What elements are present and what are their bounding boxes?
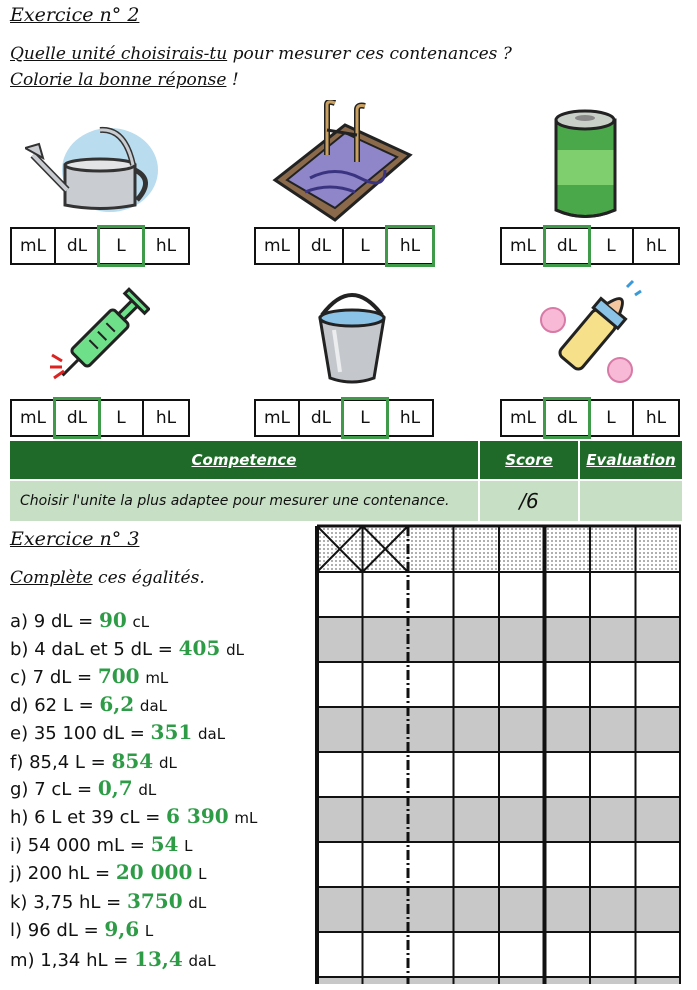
equality-label: l) [10, 920, 23, 941]
grid-header-cell [636, 526, 682, 572]
unit-hl[interactable]: hL [399, 408, 421, 428]
competence-text: Choisir l'unite la plus adaptee pour mesurer une contenance. [10, 481, 480, 521]
equality-left: 7 cL = [34, 779, 93, 800]
equality-label: e) [10, 723, 29, 744]
unit-dl[interactable]: dL [56, 229, 100, 263]
unit-l-selected[interactable]: L [100, 229, 144, 263]
equality-left: 35 100 dL = [33, 723, 145, 744]
equality-left: 62 L = [34, 695, 94, 716]
equality-row [10, 832, 193, 856]
unit-l[interactable]: L [590, 401, 634, 435]
equality-label: k) [10, 892, 28, 913]
equality-unit: dL [138, 781, 157, 799]
equality-unit: L [198, 865, 207, 883]
watering-can-picture [25, 110, 160, 220]
equality-row [10, 692, 167, 716]
equality-answer[interactable]: 351 [150, 720, 193, 744]
equality-answer[interactable]: 854 [111, 749, 154, 773]
unit-l[interactable]: L [344, 229, 388, 263]
equality-label: m) [10, 950, 35, 971]
equality-answer[interactable]: 90 [98, 608, 127, 632]
equality-row [10, 749, 177, 773]
equality-unit: L [144, 922, 154, 940]
unit-l-selected[interactable]: L [344, 401, 388, 435]
exercise2-title: Exercice n° 2 [10, 4, 140, 26]
equality-left: 85,4 L = [29, 752, 106, 773]
baby-bottle-picture [535, 275, 645, 390]
equality-unit: L [184, 837, 193, 855]
unit-l[interactable]: L [100, 401, 144, 435]
unit-dl[interactable]: dL [300, 401, 344, 435]
equality-row [10, 664, 168, 688]
equality-answer[interactable]: 20 000 [115, 860, 193, 884]
unit-choice-pool [254, 227, 434, 265]
unit-choice-soda-can [500, 227, 680, 265]
equality-label: j) [10, 863, 23, 884]
equality-answer[interactable]: 3750 [126, 889, 183, 913]
unit-ml[interactable]: mL [256, 229, 300, 263]
equality-answer[interactable]: 13,4 [134, 947, 183, 971]
equality-row [10, 889, 206, 913]
unit-l[interactable]: L [590, 229, 634, 263]
instruction-underlined: Complète [10, 568, 93, 588]
equality-unit: dL [188, 894, 207, 912]
unit-ml[interactable]: mL [502, 401, 546, 435]
header-evaluation: Evaluation [580, 441, 682, 479]
equality-left: 9 dL = [33, 611, 94, 632]
equality-left: 6 L et 39 cL = [34, 807, 161, 828]
unit-choice-baby-bottle [500, 399, 680, 437]
equality-left: 96 dL = [27, 920, 99, 941]
equality-row [10, 776, 156, 800]
equality-row [10, 860, 206, 884]
instruction-tail: ! [226, 70, 239, 90]
header-score: Score [480, 441, 580, 479]
syringe-picture [50, 283, 150, 393]
competence-score: /6 [480, 481, 580, 521]
question-underlined: Quelle unité choisirais-tu [10, 44, 228, 64]
bucket-picture [312, 280, 392, 385]
grid-header-cell [545, 526, 591, 572]
unit-choice-watering-can [10, 227, 190, 265]
unit-dl-selected[interactable]: dL [56, 401, 100, 435]
grid-header-cell [499, 526, 545, 572]
unit-ml[interactable]: mL [12, 229, 56, 263]
equality-row [10, 636, 244, 660]
equality-label: i) [10, 835, 23, 856]
equality-answer[interactable]: 54 [150, 832, 179, 856]
exercise3-instruction [10, 568, 205, 588]
unit-ml[interactable]: mL [12, 401, 56, 435]
equality-unit: mL [234, 809, 258, 827]
exercise2-instruction [10, 70, 239, 90]
unit-hl-selected[interactable]: hL [388, 229, 432, 263]
equality-left: 4 daL et 5 dL = [34, 639, 173, 660]
equality-label: a) [10, 611, 29, 632]
equality-row [10, 720, 225, 744]
equality-unit: cL [132, 613, 150, 631]
equality-unit: daL [139, 697, 167, 715]
equality-label: c) [10, 667, 27, 688]
conversion-grid [315, 524, 681, 984]
grid-header-cell [408, 526, 454, 572]
competence-table [10, 441, 682, 521]
equality-answer[interactable]: 405 [178, 636, 221, 660]
equality-answer[interactable]: 9,6 [104, 917, 140, 941]
question-rest: pour mesurer ces contenances ? [227, 44, 512, 64]
equality-answer[interactable]: 0,7 [97, 776, 133, 800]
pool-picture [265, 100, 415, 225]
unit-hl[interactable]: hL [155, 408, 177, 428]
unit-dl[interactable]: dL [300, 229, 344, 263]
unit-ml[interactable]: mL [502, 229, 546, 263]
grid-header-cell [454, 526, 500, 572]
equality-left: 54 000 mL = [27, 835, 145, 856]
unit-dl-selected[interactable]: dL [546, 229, 590, 263]
equality-label: h) [10, 807, 29, 828]
equality-unit: dL [158, 754, 177, 772]
unit-hl[interactable]: hL [645, 236, 667, 256]
equality-unit: daL [198, 725, 226, 743]
equality-row [10, 608, 149, 632]
equality-label: f) [10, 752, 24, 773]
instruction-tail: ces égalités. [92, 568, 205, 588]
unit-ml[interactable]: mL [256, 401, 300, 435]
equality-row [10, 917, 153, 941]
competence-evaluation[interactable] [580, 481, 682, 521]
equality-unit: dL [226, 641, 244, 659]
equality-left: 7 dL = [32, 667, 93, 688]
unit-choice-syringe [10, 399, 190, 437]
equality-label: d) [10, 695, 29, 716]
competence-header [10, 441, 682, 479]
header-competence: Competence [10, 441, 480, 479]
unit-hl[interactable]: hL [155, 236, 177, 256]
equality-row [10, 804, 257, 828]
equality-unit: mL [145, 669, 169, 687]
equality-left: 1,34 hL = [40, 950, 129, 971]
grid-header-cell [590, 526, 636, 572]
soda-can-picture [548, 105, 623, 225]
equality-unit: daL [188, 952, 216, 970]
equality-answer[interactable]: 6,2 [99, 692, 135, 716]
unit-choice-bucket [254, 399, 434, 437]
equality-label: g) [10, 779, 29, 800]
competence-row [10, 481, 682, 521]
unit-hl[interactable]: hL [645, 408, 667, 428]
equality-left: 200 hL = [27, 863, 111, 884]
exercise2-question [10, 44, 512, 64]
equality-answer[interactable]: 700 [97, 664, 140, 688]
equality-answer[interactable]: 6 390 [166, 804, 229, 828]
exercise3-title: Exercice n° 3 [10, 528, 140, 550]
equality-left: 3,75 hL = [33, 892, 122, 913]
unit-dl-selected[interactable]: dL [546, 401, 590, 435]
instruction-underlined: Colorie la bonne réponse [10, 70, 227, 90]
equality-label: b) [10, 639, 29, 660]
equality-row [10, 947, 216, 971]
